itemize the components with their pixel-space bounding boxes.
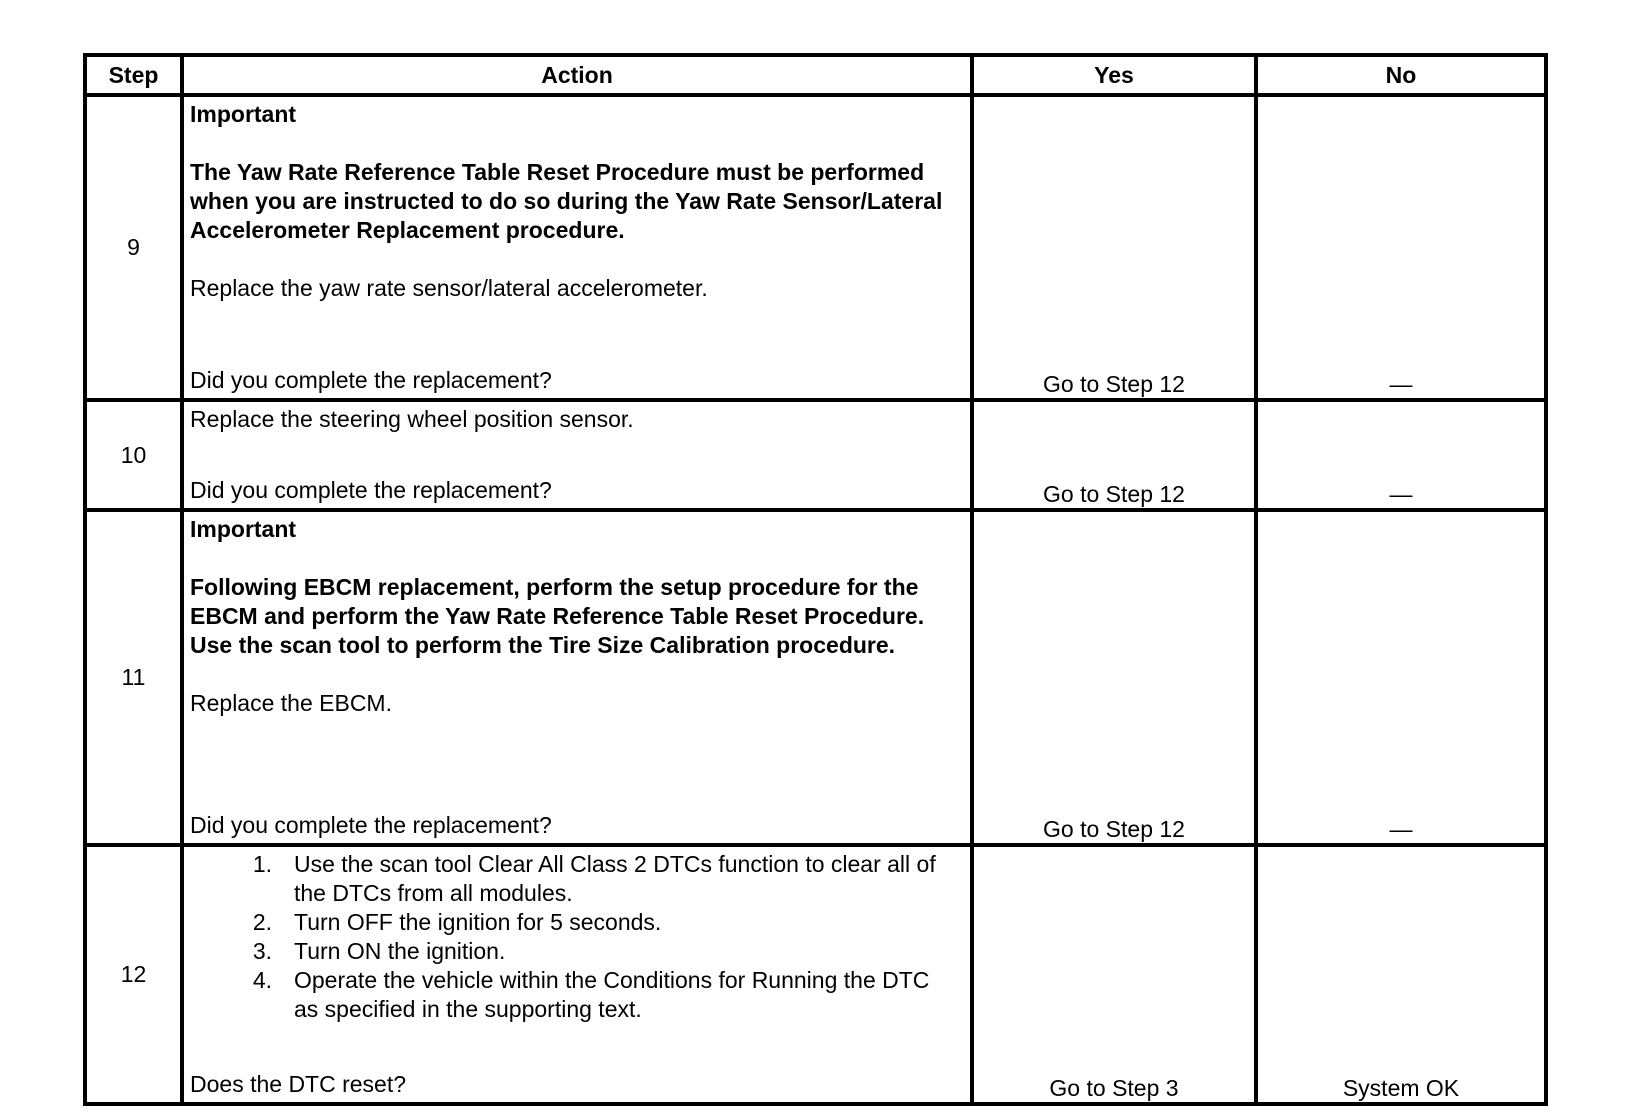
step-number: 10	[85, 400, 182, 510]
diagnostic-procedure-table	[83, 53, 1548, 1106]
header-yes: Yes	[972, 55, 1256, 95]
step-number: 9	[85, 95, 182, 400]
list-item	[190, 908, 966, 937]
action-cell	[182, 95, 972, 400]
yes-result: Go to Step 12	[972, 400, 1256, 510]
question-text: Did you complete the replacement?	[190, 477, 552, 503]
table-row	[85, 95, 1546, 400]
list-item-text: Turn ON the ignition.	[294, 938, 506, 964]
list-item-text: Operate the vehicle within the Conditions for Running the DTC as specified in the supporting text.	[294, 967, 930, 1022]
table-row	[85, 400, 1546, 510]
yes-result: Go to Step 3	[972, 845, 1256, 1104]
header-no: No	[1256, 55, 1546, 95]
list-item	[190, 850, 966, 908]
important-text: Following EBCM replacement, perform the setup procedure for the EBCM and perform the Yaw Rate Reference Table Reset Procedure. Use the scan tool to perform the Tire Size Calibration procedure.	[190, 574, 925, 658]
header-step: Step	[85, 55, 182, 95]
action-cell	[182, 400, 972, 510]
header-action: Action	[182, 55, 972, 95]
question-text: Does the DTC reset?	[190, 1071, 407, 1097]
list-item	[190, 966, 966, 1024]
action-cell	[182, 845, 972, 1104]
action-cell	[182, 510, 972, 845]
list-item-number: 1.	[252, 851, 272, 877]
step-number: 11	[85, 510, 182, 845]
yes-result: Go to Step 12	[972, 510, 1256, 845]
instruction-text: Replace the EBCM.	[190, 690, 392, 716]
list-item-number: 2.	[252, 909, 272, 935]
instruction-text: Replace the steering wheel position sensor.	[190, 406, 634, 432]
list-item-number: 3.	[252, 938, 272, 964]
question-text: Did you complete the replacement?	[190, 367, 552, 393]
important-label: Important	[190, 101, 297, 127]
table-row	[85, 845, 1546, 1104]
header-row	[85, 55, 1546, 95]
instruction-text: Replace the yaw rate sensor/lateral accelerometer.	[190, 275, 708, 301]
procedure-list	[190, 850, 966, 1024]
important-label: Important	[190, 516, 297, 542]
no-result: —	[1256, 510, 1546, 845]
table-row	[85, 510, 1546, 845]
no-result: System OK	[1256, 845, 1546, 1104]
list-item-text: Turn OFF the ignition for 5 seconds.	[294, 909, 662, 935]
no-result: —	[1256, 400, 1546, 510]
list-item-text: Use the scan tool Clear All Class 2 DTCs function to clear all of the DTCs from all modules.	[294, 851, 936, 906]
step-number: 12	[85, 845, 182, 1104]
important-text: The Yaw Rate Reference Table Reset Procedure must be performed when you are instructed to do so during the Yaw Rate Sensor/Lateral Accelerometer Replacement procedure.	[190, 159, 943, 243]
no-result: —	[1256, 95, 1546, 400]
question-text: Did you complete the replacement?	[190, 812, 552, 838]
yes-result: Go to Step 12	[972, 95, 1256, 400]
list-item	[190, 937, 966, 966]
list-item-number: 4.	[252, 967, 272, 993]
